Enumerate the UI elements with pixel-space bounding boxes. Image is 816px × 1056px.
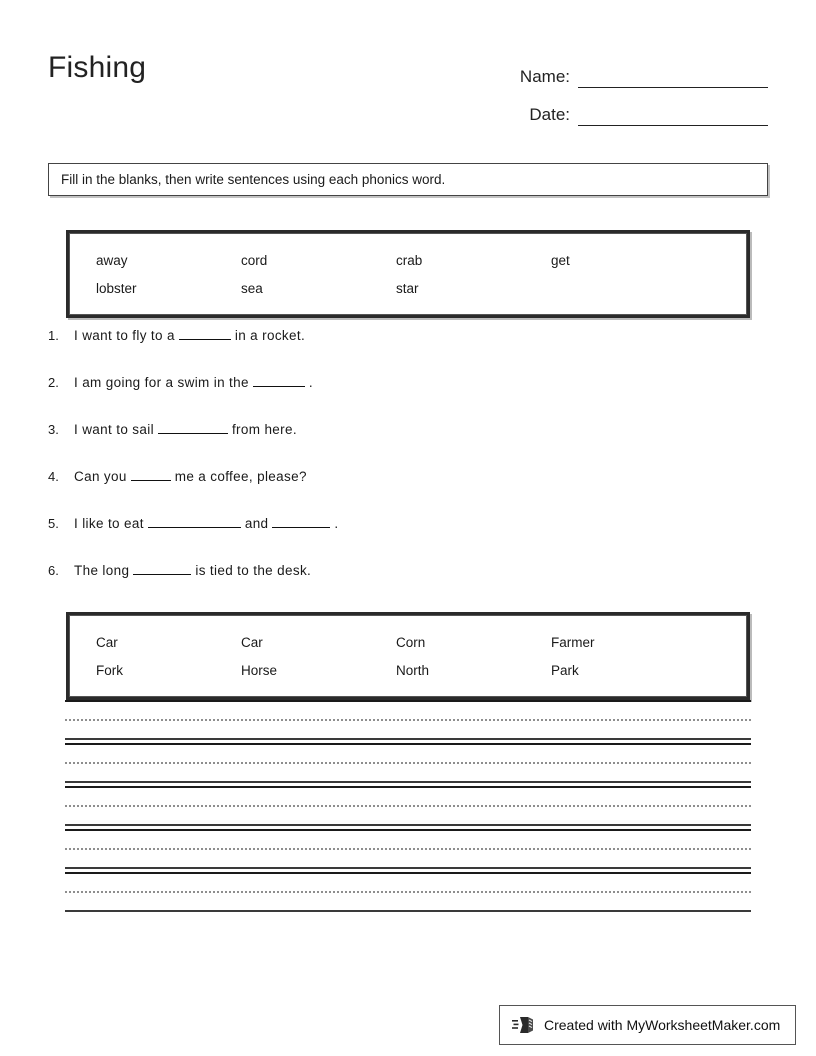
- word-horse: Horse: [241, 662, 278, 678]
- question-list: [48, 326, 748, 608]
- word-crab: crab: [396, 252, 423, 268]
- word-bank-bottom-row: [70, 656, 746, 684]
- answer-blank-1[interactable]: [131, 467, 171, 481]
- word-north: North: [396, 662, 430, 678]
- date-input-line[interactable]: [578, 105, 768, 126]
- word-get: get: [551, 252, 570, 268]
- word-bank-top-row: [70, 246, 746, 274]
- word-corn: Corn: [396, 634, 426, 650]
- date-field-row: [498, 88, 768, 126]
- question-number: 5.: [48, 516, 59, 531]
- page-title: Fishing: [48, 51, 147, 84]
- handwriting-spacer: [65, 702, 751, 719]
- answer-blank-1[interactable]: [253, 373, 305, 387]
- word-away: away: [96, 252, 128, 268]
- handwriting-spacer: [65, 745, 751, 762]
- question-text: [74, 561, 311, 578]
- question-2: [48, 373, 748, 420]
- handwriting-line-group[interactable]: [65, 786, 751, 829]
- handwriting-lines: [65, 700, 751, 915]
- answer-blank-2[interactable]: [272, 514, 330, 528]
- word-bank-bottom-row: [70, 628, 746, 656]
- question-text: [74, 420, 297, 437]
- handwriting-base-rule: [65, 867, 751, 869]
- word-bank-top-row: [70, 274, 746, 302]
- handwriting-spacer: [65, 874, 751, 891]
- question-6: [48, 561, 748, 608]
- question-text: [74, 514, 339, 531]
- question-text-segment: .: [308, 375, 313, 390]
- handwriting-line-group[interactable]: [65, 872, 751, 915]
- student-info-fields: [498, 50, 768, 126]
- name-field-row: [498, 50, 768, 88]
- handwriting-spacer: [65, 721, 751, 738]
- worksheet-maker-logo-icon: [512, 1014, 536, 1036]
- question-text-segment: .: [334, 516, 339, 531]
- handwriting-spacer: [65, 764, 751, 781]
- name-input-line[interactable]: [578, 67, 768, 88]
- word-car: Car: [241, 634, 263, 650]
- question-text-segment: from here.: [231, 422, 297, 437]
- handwriting-line-group[interactable]: [65, 700, 751, 743]
- handwriting-spacer: [65, 850, 751, 867]
- question-5: [48, 514, 748, 561]
- handwriting-spacer: [65, 788, 751, 805]
- handwriting-base-rule: [65, 781, 751, 783]
- word-farmer: Farmer: [551, 634, 595, 650]
- handwriting-base-rule: [65, 824, 751, 826]
- question-3: [48, 420, 748, 467]
- date-label: Date:: [529, 105, 570, 124]
- word-star: star: [396, 280, 419, 296]
- footer-credit-badge[interactable]: [499, 1005, 796, 1045]
- handwriting-spacer: [65, 893, 751, 910]
- question-text-segment: me a coffee, please?: [174, 469, 307, 484]
- question-text-segment: I want to fly to a: [74, 328, 175, 343]
- answer-blank-1[interactable]: [133, 561, 191, 575]
- instruction-text: Fill in the blanks, then write sentences using each phonics word.: [61, 171, 446, 187]
- question-number: 2.: [48, 375, 59, 390]
- question-text-segment: I want to sail: [74, 422, 154, 437]
- question-text: [74, 326, 305, 343]
- question-text-segment: Can you: [74, 469, 127, 484]
- word-lobster: lobster: [96, 280, 137, 296]
- word-bank-top-inner: [69, 233, 747, 315]
- handwriting-base-rule: [65, 910, 751, 912]
- question-text-segment: The long: [74, 563, 130, 578]
- instruction-box: [48, 163, 768, 196]
- handwriting-line-group[interactable]: [65, 743, 751, 786]
- word-bank-bottom-inner: [69, 615, 747, 697]
- word-park: Park: [551, 662, 579, 678]
- word-cord: cord: [241, 252, 268, 268]
- word-car: Car: [96, 634, 118, 650]
- question-4: [48, 467, 748, 514]
- word-bank-bottom: [66, 612, 750, 700]
- handwriting-line-group[interactable]: [65, 829, 751, 872]
- word-fork: Fork: [96, 662, 123, 678]
- word-sea: sea: [241, 280, 263, 296]
- handwriting-spacer: [65, 807, 751, 824]
- word-bank-top: [66, 230, 750, 318]
- footer-credit-text: Created with MyWorksheetMaker.com: [544, 1017, 781, 1033]
- question-text-segment: I am going for a swim in the: [74, 375, 249, 390]
- question-1: [48, 326, 748, 373]
- question-text: [74, 373, 313, 390]
- handwriting-base-rule: [65, 738, 751, 740]
- question-text-segment: is tied to the desk.: [195, 563, 312, 578]
- question-text-segment: in a rocket.: [234, 328, 306, 343]
- question-text: [74, 467, 307, 484]
- handwriting-spacer: [65, 831, 751, 848]
- question-number: 1.: [48, 328, 59, 343]
- question-number: 4.: [48, 469, 59, 484]
- name-label: Name:: [519, 67, 570, 86]
- answer-blank-1[interactable]: [158, 420, 228, 434]
- question-number: 3.: [48, 422, 59, 437]
- answer-blank-1[interactable]: [148, 514, 241, 528]
- question-text-segment: I like to eat: [74, 516, 144, 531]
- question-number: 6.: [48, 563, 59, 578]
- answer-blank-1[interactable]: [179, 326, 231, 340]
- question-text-segment: and: [244, 516, 269, 531]
